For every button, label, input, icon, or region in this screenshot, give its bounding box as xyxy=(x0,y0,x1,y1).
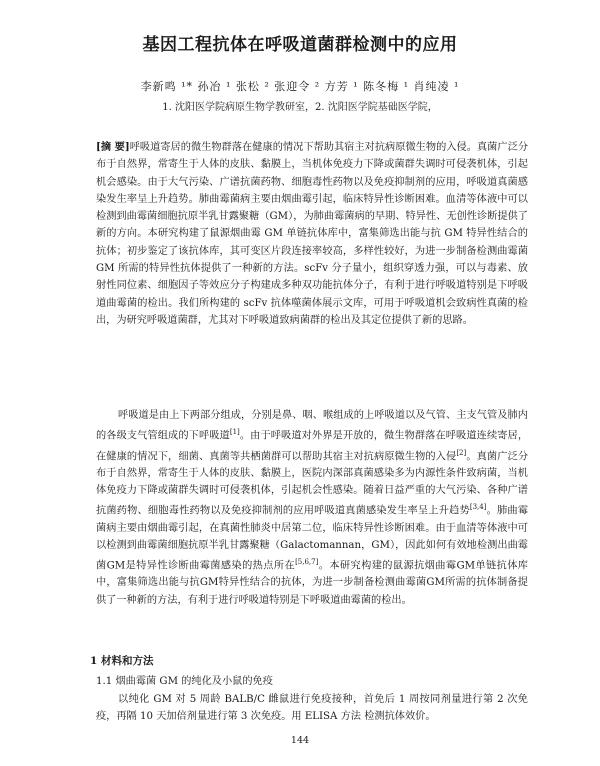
page-number: 144 xyxy=(290,735,310,746)
intro-text-4: 。肺曲霉菌病主要由烟曲霉引起，在真菌性肺炎中居第二位，临床特异性诊断困难。由于血清等体液中可以检测到曲霉菌细胞抗原半乳甘露聚糖（Galactomannan，GM），因此如何有效地检测出曲霉菌GM是特异性诊断曲霉菌感染的热点所在 xyxy=(96,505,529,572)
intro-paragraph xyxy=(96,407,528,609)
citation-2: [2] xyxy=(456,448,467,457)
intro-text-2: 。由于呼吸道对外界是开放的，微生物群落在呼吸道连续寄居，在健康的情况下，细菌、真菌等共栖菌群可以帮助其宿主对抗病原微生物的入侵 xyxy=(96,430,529,462)
paper-title: 基因工程抗体在呼吸道菌群检测中的应用 xyxy=(142,35,458,55)
citation-1: [1] xyxy=(229,428,240,437)
abstract xyxy=(96,139,528,329)
intro-text-3: 。真菌广泛分布于自然界，常寄生于人体的皮肤、黏膜上，医院内深部真菌感染多为内源性条件致病菌，当机体免疫力下降或菌群失调时可侵袭机体，引起机会性感染。随着日益严重的大气污染、各种广谱抗菌药物、细胞毒性药物以及免疫抑制剂的应用呼吸道真菌感染发生率呈上升趋势 xyxy=(96,450,529,517)
methods-text xyxy=(96,691,528,726)
subsection-heading-gm-purification: 1.1 烟曲霉菌 GM 的纯化及小鼠的免疫 xyxy=(96,676,273,687)
section-heading-materials-methods: 1 材料和方法 xyxy=(90,655,154,667)
introduction xyxy=(96,407,528,609)
abstract-label: [摘 要] xyxy=(96,141,130,153)
abstract-text: 呼吸道寄居的微生物群落在健康的情况下帮助其宿主对抗病原微生物的入侵。真菌广泛分布于自然界，常寄生于人体的皮肤、黏膜上，当机体免疫力下降或菌群失调时可侵袭机体，引起机会感染。由于大气污染、广谱抗菌药物、细胞毒性药物以及免疫抑制剂的应用，呼吸道真菌感染发生率呈上升趋势。肺曲霉菌病主要由烟曲霉引起，临床特异性诊断困难。血清等体液中可以检测到曲霉菌细胞抗原半乳甘露聚糖（GM），为肺曲霉菌病的早期、特异性、无创性诊断提供了新的方向。本研究构建了鼠源烟曲霉 GM 单链抗体库中，富集筛选出能与抗 GM 特异性结合的抗体；初步鉴定了该抗体库，其可变区片段连接率较高，多样性较好，为进一步制备检测曲霉菌 GM 所需的特异性抗体提供了一种新的方法。scFv 分子量小，组织穿透力强，可以与毒素、放射性同位素、细胞因子等效应分子构建成多种双功能抗体分子，有利于进行呼吸道特别是下呼吸道曲霉菌的检出。我们所构建的 scFv 抗体噬菌体展示文库，可用于呼吸道机会致病性真菌的检出，为研究呼吸道菌群，尤其对下呼吸道致病菌群的检出及其定位提供了新的思路。 xyxy=(96,142,529,326)
citation-3: [3,4] xyxy=(469,503,487,512)
intro-text-5: 。本研究构建的鼠源抗烟曲霉GM单链抗体库中，富集筛选出能与抗GM特异性结合的抗体，为进一步制备检测曲霉菌GM所需的抗体制备提供了一种新的方法，有利于进行呼吸道特别是下呼吸道曲霉菌的检出。 xyxy=(96,560,528,606)
affiliation: 1. 沈阳医学院病原生物学教研室，2. 沈阳医学院基础医学院， xyxy=(162,102,438,113)
citation-4: [5,6,7] xyxy=(295,557,319,566)
intro-text-1: 呼吸道是由上下两部分组成，分别是鼻、咽、喉组成的上呼吸道以及气管、主支气管及肺内的各级支气管组成的下呼吸道 xyxy=(96,410,528,442)
author-list: 李新鸣 ¹* 孙冶 ¹ 张松 ² 张迎令 ² 方芳 ¹ 陈冬梅 ¹ 肖纯凌 ¹ xyxy=(140,80,460,93)
methods-paragraph: 以纯化 GM 对 5 周龄 BALB/C 雌鼠进行免疫接种，首免后 1 周按同剂量进行第 2 次免疫，再隔 10 天加倍剂量进行第 3 次免疫。用 ELISA 方法 检测抗体效价。 xyxy=(96,694,528,723)
